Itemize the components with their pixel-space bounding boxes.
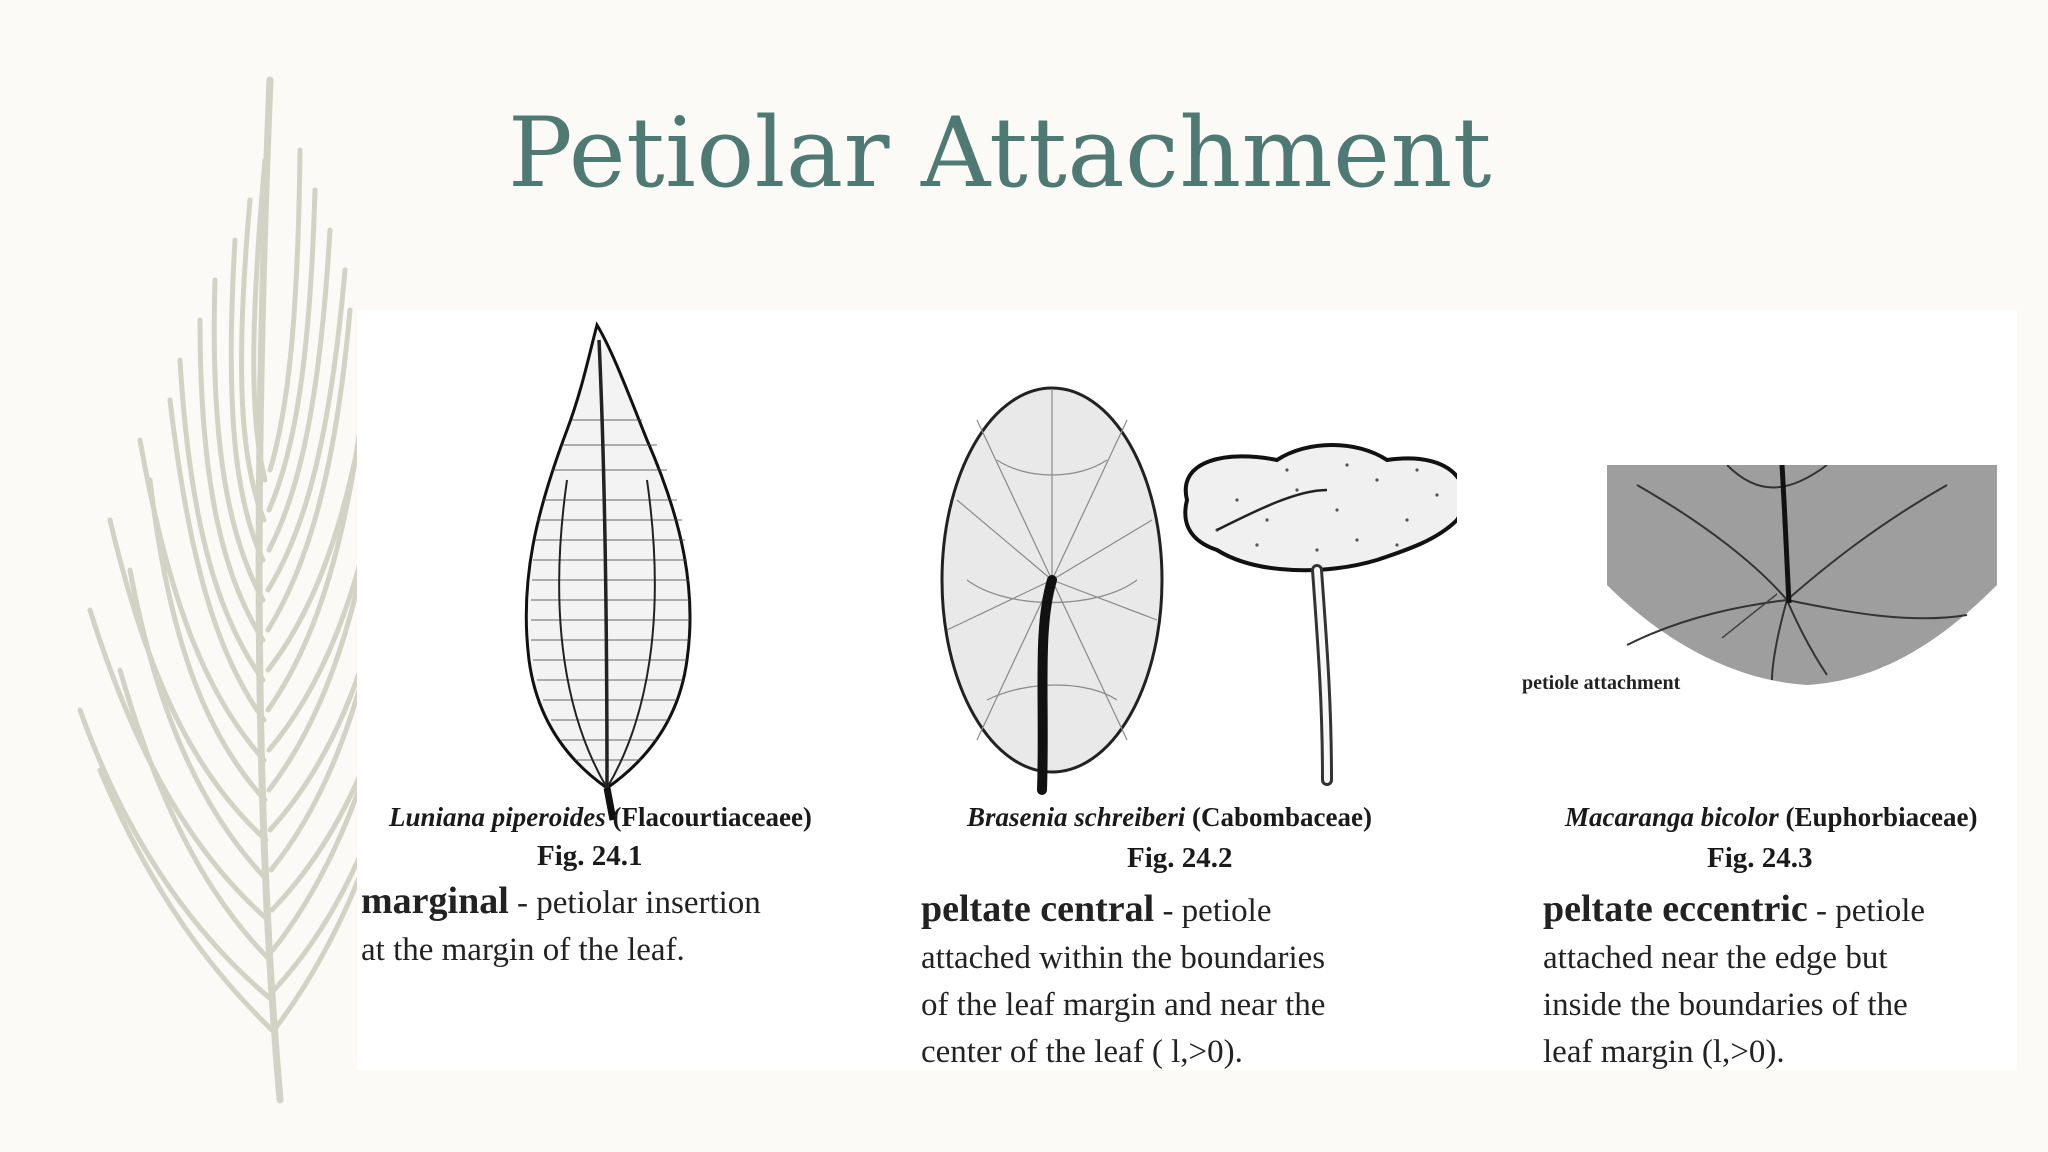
figure-number: Fig. 24.2 [1127, 842, 1233, 874]
figure-caption: Brasenia schreiberi (Cabombaceae) [967, 802, 1372, 832]
callout-leader [1517, 590, 1777, 650]
figure-number: Fig. 24.1 [537, 840, 643, 872]
leaf-marginal-illustration [507, 320, 707, 825]
figure-peltate-eccentric [1517, 310, 2017, 1070]
figure-panel [357, 310, 2017, 1070]
figure-caption: Luniana piperoides (Flacourtiaceaee) [389, 802, 812, 832]
leaf-peltate-eccentric-illustration [1607, 465, 1997, 695]
figure-description: marginal - petiolar insertion at the margin of the leaf. [361, 880, 761, 968]
figure-caption: Macaranga bicolor (Euphorbiaceae) [1565, 802, 1978, 832]
page-title: Petiolar Attachment [508, 97, 1492, 209]
figure-marginal [357, 310, 917, 1070]
figure-peltate-central [921, 310, 1487, 1070]
figure-description: peltate central - petiole attached within the boundaries of the leaf margin and near the center of the leaf ( l,>0). [921, 888, 1326, 1070]
petiole-attachment-label: petiole attachment [1522, 672, 1681, 694]
leaf-peltate-central-illustration [937, 380, 1457, 800]
figure-number: Fig. 24.3 [1707, 842, 1813, 874]
figure-description: peltate eccentric - petiole attached near the edge but inside the boundaries of the leaf margin (l,>0). [1543, 888, 1926, 1070]
